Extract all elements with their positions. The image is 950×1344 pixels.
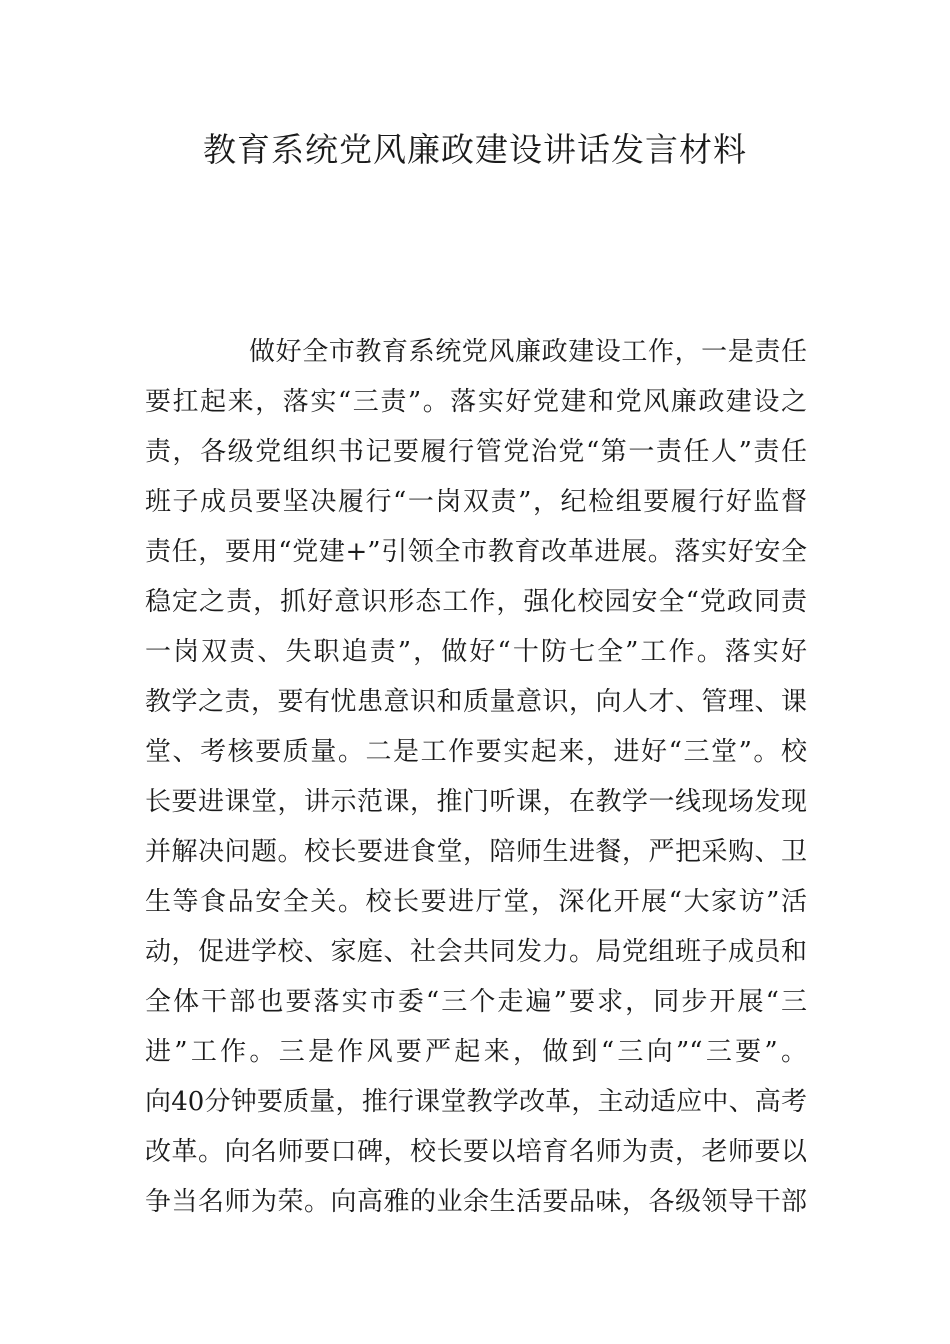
paragraph-line: 要扛起来，落实“三责”。落实好党建和党风廉政建设之: [145, 387, 807, 417]
paragraph-line: 动，促进学校、家庭、社会共同发力。局党组班子成员和: [145, 937, 807, 967]
paragraph-line: 生等食品安全关。校长要进厅堂，深化开展“大家访”活: [145, 887, 807, 917]
paragraph-line: 责，各级党组织书记要履行管党治党“第一责任人”责任: [145, 437, 807, 467]
document-body: [145, 327, 807, 1227]
paragraph-line: 做好全市教育系统党风廉政建设工作，一是责任: [249, 337, 807, 367]
paragraph-line: 班子成员要坚决履行“一岗双责”，纪检组要履行好监督: [145, 487, 807, 517]
paragraph-line: 争当名师为荣。向高雅的业余生活要品味，各级领导干部: [145, 1187, 807, 1217]
paragraph-line: 堂、考核要质量。二是工作要实起来，进好“三堂”。校: [145, 737, 807, 767]
paragraph-line: 教学之责，要有忧患意识和质量意识，向人才、管理、课: [145, 687, 807, 717]
document-title: 教育系统党风廉政建设讲话发言材料: [203, 130, 747, 169]
paragraph-line: 稳定之责，抓好意识形态工作，强化校园安全“党政同责: [145, 587, 807, 617]
paragraph-line: 改革。向名师要口碑，校长要以培育名师为责，老师要以: [145, 1137, 807, 1167]
paragraph-line: 并解决问题。校长要进食堂，陪师生进餐，严把采购、卫: [145, 837, 807, 867]
paragraph-line: 全体干部也要落实市委“三个走遍”要求，同步开展“三: [145, 987, 807, 1017]
paragraph-line: 进”工作。三是作风要严起来，做到“三向”“三要”。: [145, 1037, 807, 1067]
paragraph-line: 向40分钟要质量，推行课堂教学改革，主动适应中、高考: [145, 1087, 807, 1117]
paragraph-line: 长要进课堂，讲示范课，推门听课，在教学一线现场发现: [145, 787, 807, 817]
paragraph-line: 一岗双责、失职追责”，做好“十防七全”工作。落实好: [145, 637, 807, 667]
paragraph-line: 责任，要用“党建+”引领全市教育改革进展。落实好安全: [145, 537, 807, 567]
